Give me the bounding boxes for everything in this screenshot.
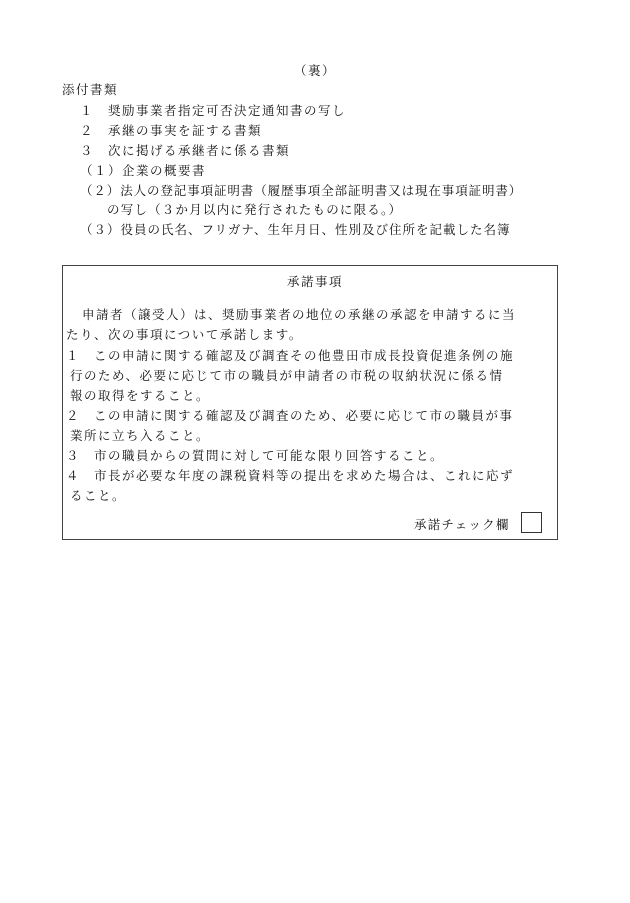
consent-item-1-line-1: １ この申請に関する確認及び調査その他豊田市成長投資促進条例の施 xyxy=(66,348,515,363)
attachments-title: 添付書類 xyxy=(62,82,119,97)
consent-item-3: ３ 市の職員からの質問に対して可能な限り回答すること。 xyxy=(66,448,445,463)
consent-intro-line-2: たり、次の事項について承諾します。 xyxy=(66,327,303,342)
consent-item-2-line-2: 業所に立ち入ること。 xyxy=(70,428,211,443)
consent-title: 承諾事項 xyxy=(286,274,343,289)
consent-item-4-line-1: ４ 市長が必要な年度の課税資料等の提出を求めた場合は、これに応ず xyxy=(66,468,515,483)
attachment-subitem-3: （３）役員の氏名、フリガナ、生年月日、性別及び住所を記載した名簿 xyxy=(80,222,511,237)
consent-item-4-line-2: ること。 xyxy=(70,488,127,503)
attachment-subitem-2: （２）法人の登記事項証明書（履歴事項全部証明書又は現在事項証明書） xyxy=(80,183,523,198)
consent-item-2-line-1: ２ この申請に関する確認及び調査のため、必要に応じて市の職員が事 xyxy=(66,408,514,423)
attachment-subitem-2-cont: の写し（３か月以内に発行されたものに限る。） xyxy=(107,202,403,217)
attachment-item-3: ３ 次に掲げる承継者に係る書類 xyxy=(80,143,291,158)
consent-item-1-line-3: 報の取得をすること。 xyxy=(70,388,211,403)
attachment-item-1: １ 奨励事業者指定可否決定通知書の写し xyxy=(80,103,347,118)
consent-checkbox[interactable] xyxy=(521,512,542,533)
page-side-heading: （裏） xyxy=(293,63,336,78)
attachment-subitem-1: （１）企業の概要書 xyxy=(80,163,207,178)
consent-item-1-line-2: 行のため、必要に応じて市の職員が申請者の市税の収納状況に係る情 xyxy=(70,368,504,383)
consent-intro-line-1: 申請者（譲受人）は、奨励事業者の地位の承継の承認を申請するに当 xyxy=(82,307,517,322)
consent-check-label: 承諾チェック欄 xyxy=(414,517,510,532)
attachment-item-2: ２ 承継の事実を証する書類 xyxy=(80,123,263,138)
